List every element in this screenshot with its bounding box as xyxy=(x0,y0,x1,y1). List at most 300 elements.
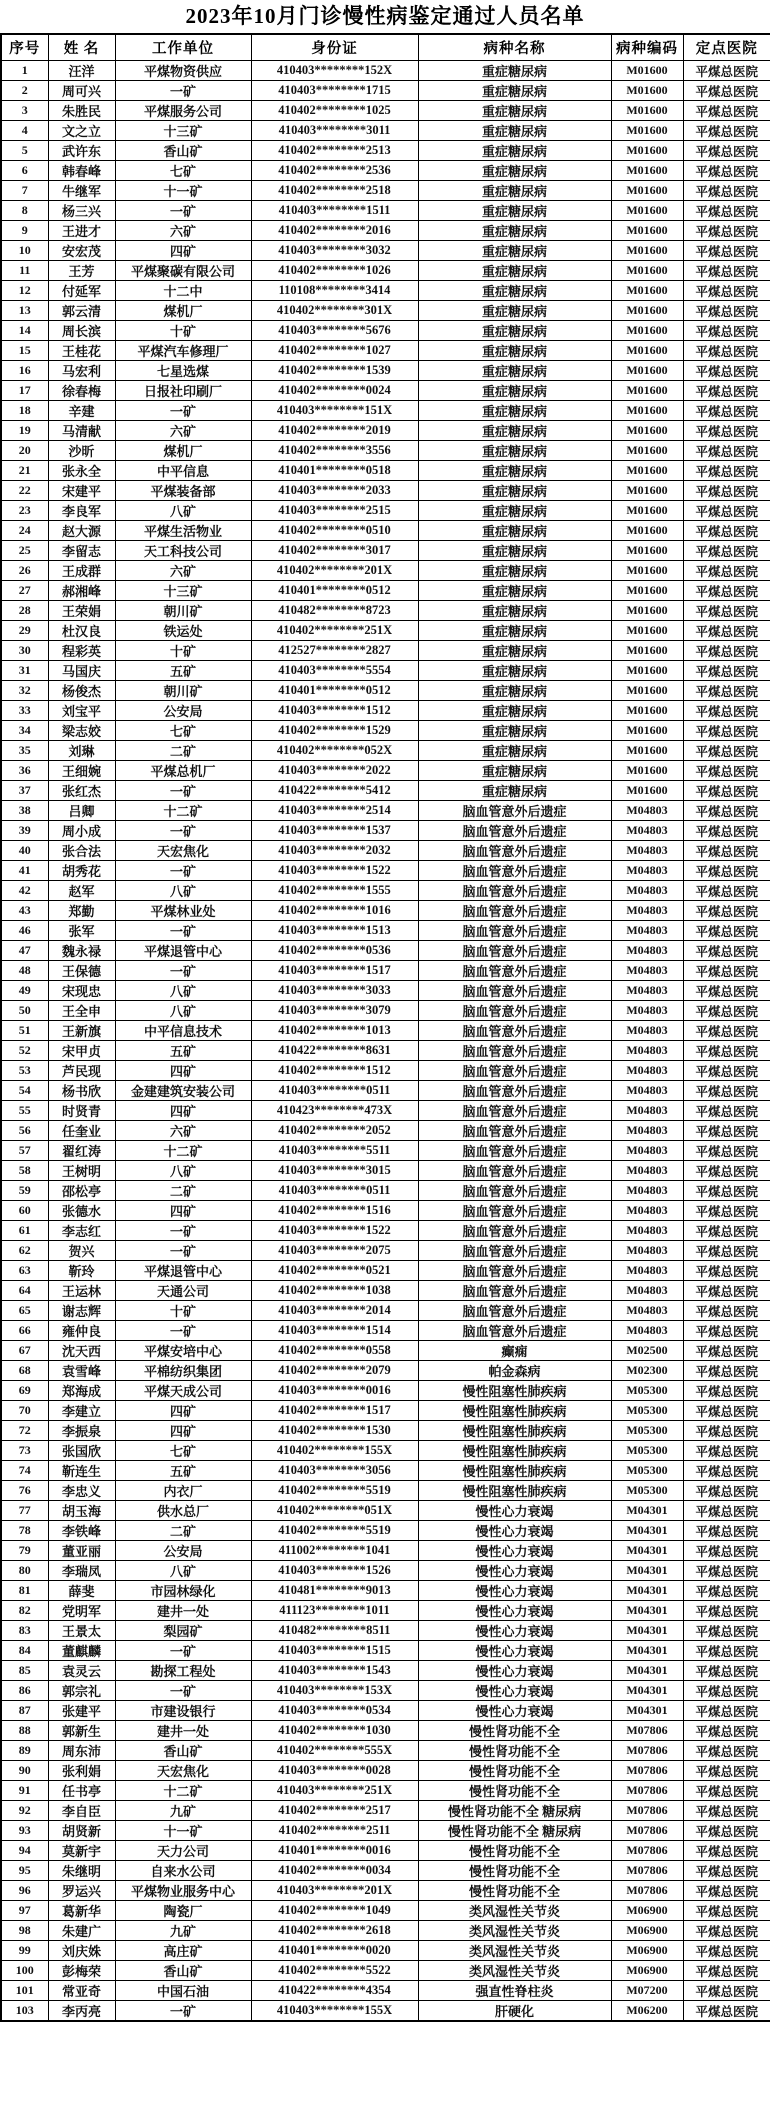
cell-unit: 四矿 xyxy=(115,1061,251,1081)
table-row xyxy=(1,1541,770,1561)
cell-code: M02300 xyxy=(611,1361,683,1381)
cell-code: M01600 xyxy=(611,281,683,301)
cell-name: 刘琳 xyxy=(48,741,115,761)
cell-id: 410402********3017 xyxy=(251,541,418,561)
cell-code: M05300 xyxy=(611,1481,683,1501)
cell-disease: 重症糖尿病 xyxy=(418,101,611,121)
cell-id: 410403********1522 xyxy=(251,861,418,881)
cell-id: 410422********8631 xyxy=(251,1041,418,1061)
cell-unit: 四矿 xyxy=(115,1201,251,1221)
cell-id: 410402********1512 xyxy=(251,1061,418,1081)
cell-name: 刘庆姝 xyxy=(48,1941,115,1961)
cell-disease: 脑血管意外后遗症 xyxy=(418,1221,611,1241)
table-row xyxy=(1,1941,770,1961)
cell-code: M04301 xyxy=(611,1581,683,1601)
cell-code: M01600 xyxy=(611,341,683,361)
cell-id: 410401********0512 xyxy=(251,681,418,701)
cell-hospital: 平煤总医院 xyxy=(683,1241,770,1261)
cell-code: M01600 xyxy=(611,761,683,781)
table-row xyxy=(1,101,770,121)
cell-disease: 慢性肾功能不全 xyxy=(418,1781,611,1801)
cell-code: M06900 xyxy=(611,1901,683,1921)
cell-name: 杜汉良 xyxy=(48,621,115,641)
cell-code: M07200 xyxy=(611,1981,683,2001)
cell-hospital: 平煤总医院 xyxy=(683,761,770,781)
cell-no: 78 xyxy=(1,1521,48,1541)
cell-hospital: 平煤总医院 xyxy=(683,1401,770,1421)
cell-hospital: 平煤总医院 xyxy=(683,1861,770,1881)
cell-code: M04803 xyxy=(611,961,683,981)
cell-code: M04803 xyxy=(611,1081,683,1101)
cell-no: 40 xyxy=(1,841,48,861)
cell-unit: 一矿 xyxy=(115,1221,251,1241)
cell-unit: 日报社印刷厂 xyxy=(115,381,251,401)
table-row xyxy=(1,1701,770,1721)
cell-disease: 慢性肾功能不全 糖尿病 xyxy=(418,1821,611,1841)
cell-no: 54 xyxy=(1,1081,48,1101)
cell-id: 410402********555X xyxy=(251,1741,418,1761)
table-row xyxy=(1,201,770,221)
cell-id: 410402********1555 xyxy=(251,881,418,901)
cell-code: M06900 xyxy=(611,1921,683,1941)
cell-name: 郑海成 xyxy=(48,1381,115,1401)
cell-hospital: 平煤总医院 xyxy=(683,1781,770,1801)
cell-disease: 慢性肾功能不全 xyxy=(418,1741,611,1761)
cell-name: 汪洋 xyxy=(48,61,115,81)
cell-hospital: 平煤总医院 xyxy=(683,1181,770,1201)
cell-name: 付延军 xyxy=(48,281,115,301)
cell-hospital: 平煤总医院 xyxy=(683,1441,770,1461)
cell-disease: 脑血管意外后遗症 xyxy=(418,941,611,961)
cell-unit: 五矿 xyxy=(115,661,251,681)
cell-unit: 自来水公司 xyxy=(115,1861,251,1881)
cell-hospital: 平煤总医院 xyxy=(683,941,770,961)
cell-disease: 慢性心力衰竭 xyxy=(418,1541,611,1561)
cell-name: 翟红涛 xyxy=(48,1141,115,1161)
cell-unit: 十一矿 xyxy=(115,181,251,201)
cell-code: M04301 xyxy=(611,1681,683,1701)
cell-id: 410402********1030 xyxy=(251,1721,418,1741)
cell-id: 410402********1517 xyxy=(251,1401,418,1421)
cell-name: 胡秀花 xyxy=(48,861,115,881)
table-row xyxy=(1,221,770,241)
cell-no: 4 xyxy=(1,121,48,141)
table-row xyxy=(1,421,770,441)
cell-disease: 脑血管意外后遗症 xyxy=(418,1181,611,1201)
cell-name: 芦民现 xyxy=(48,1061,115,1081)
cell-code: M04803 xyxy=(611,1001,683,1021)
cell-hospital: 平煤总医院 xyxy=(683,881,770,901)
cell-disease: 重症糖尿病 xyxy=(418,161,611,181)
cell-name: 宋建平 xyxy=(48,481,115,501)
column-header-disease: 病种名称 xyxy=(418,34,611,61)
cell-code: M05300 xyxy=(611,1381,683,1401)
cell-disease: 重症糖尿病 xyxy=(418,421,611,441)
table-row xyxy=(1,721,770,741)
cell-code: M04301 xyxy=(611,1701,683,1721)
cell-hospital: 平煤总医院 xyxy=(683,101,770,121)
cell-disease: 重症糖尿病 xyxy=(418,601,611,621)
table-row xyxy=(1,1981,770,2001)
cell-hospital: 平煤总医院 xyxy=(683,1121,770,1141)
table-row xyxy=(1,801,770,821)
cell-disease: 帕金森病 xyxy=(418,1361,611,1381)
cell-disease: 慢性心力衰竭 xyxy=(418,1501,611,1521)
cell-disease: 慢性心力衰竭 xyxy=(418,1701,611,1721)
cell-disease: 重症糖尿病 xyxy=(418,261,611,281)
cell-unit: 十三矿 xyxy=(115,121,251,141)
cell-code: M01600 xyxy=(611,481,683,501)
cell-unit: 朝川矿 xyxy=(115,681,251,701)
cell-no: 62 xyxy=(1,1241,48,1261)
cell-unit: 天宏焦化 xyxy=(115,1761,251,1781)
cell-id: 412527********2827 xyxy=(251,641,418,661)
cell-hospital: 平煤总医院 xyxy=(683,621,770,641)
cell-id: 410402********0536 xyxy=(251,941,418,961)
cell-code: M04803 xyxy=(611,981,683,1001)
cell-id: 410403********3056 xyxy=(251,1461,418,1481)
cell-no: 86 xyxy=(1,1681,48,1701)
cell-disease: 重症糖尿病 xyxy=(418,221,611,241)
table-row xyxy=(1,1661,770,1681)
cell-hospital: 平煤总医院 xyxy=(683,1881,770,1901)
table-row xyxy=(1,141,770,161)
cell-code: M01600 xyxy=(611,261,683,281)
cell-code: M01600 xyxy=(611,441,683,461)
cell-code: M01600 xyxy=(611,141,683,161)
cell-name: 李良军 xyxy=(48,501,115,521)
cell-hospital: 平煤总医院 xyxy=(683,1921,770,1941)
cell-hospital: 平煤总医院 xyxy=(683,1101,770,1121)
table-row xyxy=(1,1161,770,1181)
cell-hospital: 平煤总医院 xyxy=(683,1581,770,1601)
cell-no: 68 xyxy=(1,1361,48,1381)
cell-id: 410403********251X xyxy=(251,1781,418,1801)
cell-code: M07806 xyxy=(611,1781,683,1801)
cell-hospital: 平煤总医院 xyxy=(683,521,770,541)
cell-unit: 市建设银行 xyxy=(115,1701,251,1721)
cell-no: 34 xyxy=(1,721,48,741)
cell-id: 410403********2032 xyxy=(251,841,418,861)
cell-unit: 六矿 xyxy=(115,561,251,581)
cell-disease: 重症糖尿病 xyxy=(418,141,611,161)
cell-id: 410402********1530 xyxy=(251,1421,418,1441)
cell-no: 31 xyxy=(1,661,48,681)
cell-name: 王进才 xyxy=(48,221,115,241)
cell-code: M01600 xyxy=(611,521,683,541)
cell-code: M04803 xyxy=(611,1021,683,1041)
table-row xyxy=(1,1321,770,1341)
cell-disease: 脑血管意外后遗症 xyxy=(418,1321,611,1341)
cell-unit: 一矿 xyxy=(115,2001,251,2022)
cell-no: 35 xyxy=(1,741,48,761)
cell-id: 410402********2518 xyxy=(251,181,418,201)
cell-name: 贺兴 xyxy=(48,1241,115,1261)
cell-hospital: 平煤总医院 xyxy=(683,1641,770,1661)
cell-hospital: 平煤总医院 xyxy=(683,1841,770,1861)
cell-no: 49 xyxy=(1,981,48,1001)
cell-code: M04803 xyxy=(611,1281,683,1301)
header-row xyxy=(1,34,770,61)
cell-unit: 四矿 xyxy=(115,1401,251,1421)
cell-unit: 一矿 xyxy=(115,921,251,941)
cell-code: M05300 xyxy=(611,1461,683,1481)
cell-id: 410403********1513 xyxy=(251,921,418,941)
cell-name: 李忠义 xyxy=(48,1481,115,1501)
cell-code: M02500 xyxy=(611,1341,683,1361)
cell-name: 李丙亮 xyxy=(48,2001,115,2022)
cell-name: 王荣娟 xyxy=(48,601,115,621)
cell-id: 110108********3414 xyxy=(251,281,418,301)
table-row xyxy=(1,581,770,601)
cell-hospital: 平煤总医院 xyxy=(683,801,770,821)
table-row xyxy=(1,401,770,421)
cell-hospital: 平煤总医院 xyxy=(683,861,770,881)
cell-hospital: 平煤总医院 xyxy=(683,1661,770,1681)
cell-unit: 天工科技公司 xyxy=(115,541,251,561)
cell-id: 410401********0512 xyxy=(251,581,418,601)
table-row xyxy=(1,1261,770,1281)
cell-hospital: 平煤总医院 xyxy=(683,681,770,701)
cell-id: 410402********201X xyxy=(251,561,418,581)
cell-id: 410403********3032 xyxy=(251,241,418,261)
cell-disease: 慢性肾功能不全 xyxy=(418,1881,611,1901)
table-row xyxy=(1,1601,770,1621)
cell-no: 81 xyxy=(1,1581,48,1601)
cell-code: M07806 xyxy=(611,1881,683,1901)
table-row xyxy=(1,601,770,621)
table-row xyxy=(1,121,770,141)
column-header-code: 病种编码 xyxy=(611,34,683,61)
cell-name: 魏永禄 xyxy=(48,941,115,961)
cell-unit: 六矿 xyxy=(115,421,251,441)
cell-no: 65 xyxy=(1,1301,48,1321)
cell-code: M07806 xyxy=(611,1761,683,1781)
cell-hospital: 平煤总医院 xyxy=(683,1161,770,1181)
cell-no: 52 xyxy=(1,1041,48,1061)
cell-no: 103 xyxy=(1,2001,48,2022)
table-row xyxy=(1,461,770,481)
cell-unit: 建井一处 xyxy=(115,1601,251,1621)
cell-disease: 慢性心力衰竭 xyxy=(418,1681,611,1701)
cell-hospital: 平煤总医院 xyxy=(683,501,770,521)
cell-no: 3 xyxy=(1,101,48,121)
cell-code: M01600 xyxy=(611,541,683,561)
cell-hospital: 平煤总医院 xyxy=(683,301,770,321)
cell-unit: 一矿 xyxy=(115,861,251,881)
cell-no: 92 xyxy=(1,1801,48,1821)
cell-id: 410403********2075 xyxy=(251,1241,418,1261)
cell-unit: 平煤汽车修理厂 xyxy=(115,341,251,361)
cell-no: 55 xyxy=(1,1101,48,1121)
cell-code: M04301 xyxy=(611,1621,683,1641)
cell-hospital: 平煤总医院 xyxy=(683,1741,770,1761)
cell-hospital: 平煤总医院 xyxy=(683,1981,770,2001)
cell-unit: 煤机厂 xyxy=(115,301,251,321)
cell-disease: 脑血管意外后遗症 xyxy=(418,1121,611,1141)
cell-name: 张永全 xyxy=(48,461,115,481)
cell-id: 410402********2517 xyxy=(251,1801,418,1821)
cell-unit: 铁运处 xyxy=(115,621,251,641)
cell-code: M01600 xyxy=(611,321,683,341)
cell-no: 70 xyxy=(1,1401,48,1421)
cell-id: 410402********0521 xyxy=(251,1261,418,1281)
cell-name: 时贤青 xyxy=(48,1101,115,1121)
cell-hospital: 平煤总医院 xyxy=(683,1621,770,1641)
cell-id: 410402********2079 xyxy=(251,1361,418,1381)
cell-hospital: 平煤总医院 xyxy=(683,1281,770,1301)
cell-name: 李自臣 xyxy=(48,1801,115,1821)
column-header-hospital: 定点医院 xyxy=(683,34,770,61)
cell-code: M01600 xyxy=(611,561,683,581)
cell-unit: 煤机厂 xyxy=(115,441,251,461)
cell-no: 36 xyxy=(1,761,48,781)
cell-name: 宋甲贞 xyxy=(48,1041,115,1061)
cell-id: 410403********1526 xyxy=(251,1561,418,1581)
cell-disease: 重症糖尿病 xyxy=(418,521,611,541)
cell-id: 410403********155X xyxy=(251,2001,418,2022)
cell-hospital: 平煤总医院 xyxy=(683,1421,770,1441)
cell-code: M01600 xyxy=(611,601,683,621)
cell-id: 410402********0510 xyxy=(251,521,418,541)
cell-id: 410403********0511 xyxy=(251,1081,418,1101)
cell-disease: 重症糖尿病 xyxy=(418,241,611,261)
cell-unit: 平煤物业服务中心 xyxy=(115,1881,251,1901)
cell-no: 33 xyxy=(1,701,48,721)
cell-unit: 八矿 xyxy=(115,881,251,901)
cell-unit: 天宏焦化 xyxy=(115,841,251,861)
cell-hospital: 平煤总医院 xyxy=(683,1761,770,1781)
cell-no: 77 xyxy=(1,1501,48,1521)
cell-id: 410402********2052 xyxy=(251,1121,418,1141)
cell-id: 410403********2022 xyxy=(251,761,418,781)
cell-name: 任奎业 xyxy=(48,1121,115,1141)
cell-unit: 一矿 xyxy=(115,1241,251,1261)
cell-id: 410403********3079 xyxy=(251,1001,418,1021)
cell-name: 郝湘峰 xyxy=(48,581,115,601)
cell-name: 胡玉海 xyxy=(48,1501,115,1521)
cell-disease: 重症糖尿病 xyxy=(418,341,611,361)
cell-name: 宋现忠 xyxy=(48,981,115,1001)
cell-no: 12 xyxy=(1,281,48,301)
table-row xyxy=(1,1061,770,1081)
cell-disease: 脑血管意外后遗症 xyxy=(418,1061,611,1081)
cell-code: M04803 xyxy=(611,1241,683,1261)
cell-no: 63 xyxy=(1,1261,48,1281)
cell-name: 王保德 xyxy=(48,961,115,981)
cell-unit: 一矿 xyxy=(115,1321,251,1341)
cell-name: 周小成 xyxy=(48,821,115,841)
cell-unit: 公安局 xyxy=(115,701,251,721)
cell-disease: 类风湿性关节炎 xyxy=(418,1941,611,1961)
cell-name: 郭云清 xyxy=(48,301,115,321)
cell-hospital: 平煤总医院 xyxy=(683,661,770,681)
cell-hospital: 平煤总医院 xyxy=(683,381,770,401)
cell-no: 72 xyxy=(1,1421,48,1441)
cell-id: 410402********1529 xyxy=(251,721,418,741)
cell-code: M01600 xyxy=(611,461,683,481)
cell-id: 410403********5511 xyxy=(251,1141,418,1161)
cell-name: 郑勤 xyxy=(48,901,115,921)
cell-name: 李志红 xyxy=(48,1221,115,1241)
cell-name: 文之立 xyxy=(48,121,115,141)
cell-id: 410403********5676 xyxy=(251,321,418,341)
cell-hospital: 平煤总医院 xyxy=(683,261,770,281)
cell-unit: 平煤退管中心 xyxy=(115,1261,251,1281)
table-row xyxy=(1,1461,770,1481)
cell-disease: 重症糖尿病 xyxy=(418,401,611,421)
cell-disease: 慢性肾功能不全 xyxy=(418,1721,611,1741)
table-row xyxy=(1,1721,770,1741)
cell-code: M01600 xyxy=(611,361,683,381)
cell-hospital: 平煤总医院 xyxy=(683,921,770,941)
cell-no: 29 xyxy=(1,621,48,641)
table-row xyxy=(1,701,770,721)
cell-no: 38 xyxy=(1,801,48,821)
cell-no: 21 xyxy=(1,461,48,481)
cell-unit: 市园林绿化 xyxy=(115,1581,251,1601)
cell-disease: 脑血管意外后遗症 xyxy=(418,1101,611,1121)
cell-code: M01600 xyxy=(611,61,683,81)
cell-disease: 慢性心力衰竭 xyxy=(418,1581,611,1601)
roster-table xyxy=(0,33,770,2022)
cell-disease: 脑血管意外后遗症 xyxy=(418,981,611,1001)
cell-disease: 慢性肾功能不全 xyxy=(418,1761,611,1781)
cell-name: 王成群 xyxy=(48,561,115,581)
cell-unit: 十三矿 xyxy=(115,581,251,601)
table-row xyxy=(1,501,770,521)
cell-disease: 癫痫 xyxy=(418,1341,611,1361)
cell-code: M04301 xyxy=(611,1641,683,1661)
cell-name: 牛继军 xyxy=(48,181,115,201)
cell-name: 王运林 xyxy=(48,1281,115,1301)
cell-name: 朱建广 xyxy=(48,1921,115,1941)
cell-disease: 慢性阻塞性肺疾病 xyxy=(418,1441,611,1461)
cell-name: 赵军 xyxy=(48,881,115,901)
cell-hospital: 平煤总医院 xyxy=(683,421,770,441)
cell-unit: 八矿 xyxy=(115,1561,251,1581)
table-row xyxy=(1,481,770,501)
cell-code: M01600 xyxy=(611,401,683,421)
table-row xyxy=(1,761,770,781)
cell-unit: 七矿 xyxy=(115,161,251,181)
cell-disease: 类风湿性关节炎 xyxy=(418,1961,611,1981)
cell-unit: 中平信息 xyxy=(115,461,251,481)
cell-disease: 慢性心力衰竭 xyxy=(418,1661,611,1681)
cell-name: 周长滨 xyxy=(48,321,115,341)
cell-unit: 九矿 xyxy=(115,1801,251,1821)
cell-hospital: 平煤总医院 xyxy=(683,61,770,81)
cell-code: M07806 xyxy=(611,1841,683,1861)
table-row xyxy=(1,981,770,1001)
cell-disease: 重症糖尿病 xyxy=(418,681,611,701)
cell-unit: 天通公司 xyxy=(115,1281,251,1301)
cell-disease: 脑血管意外后遗症 xyxy=(418,1261,611,1281)
cell-no: 18 xyxy=(1,401,48,421)
cell-hospital: 平煤总医院 xyxy=(683,1041,770,1061)
cell-hospital: 平煤总医院 xyxy=(683,1501,770,1521)
cell-unit: 八矿 xyxy=(115,501,251,521)
cell-disease: 重症糖尿病 xyxy=(418,661,611,681)
cell-unit: 一矿 xyxy=(115,961,251,981)
cell-disease: 重症糖尿病 xyxy=(418,541,611,561)
cell-name: 谢志辉 xyxy=(48,1301,115,1321)
cell-disease: 脑血管意外后遗症 xyxy=(418,801,611,821)
cell-name: 彭梅荣 xyxy=(48,1961,115,1981)
cell-code: M04803 xyxy=(611,821,683,841)
cell-unit: 二矿 xyxy=(115,741,251,761)
cell-code: M06900 xyxy=(611,1961,683,1981)
